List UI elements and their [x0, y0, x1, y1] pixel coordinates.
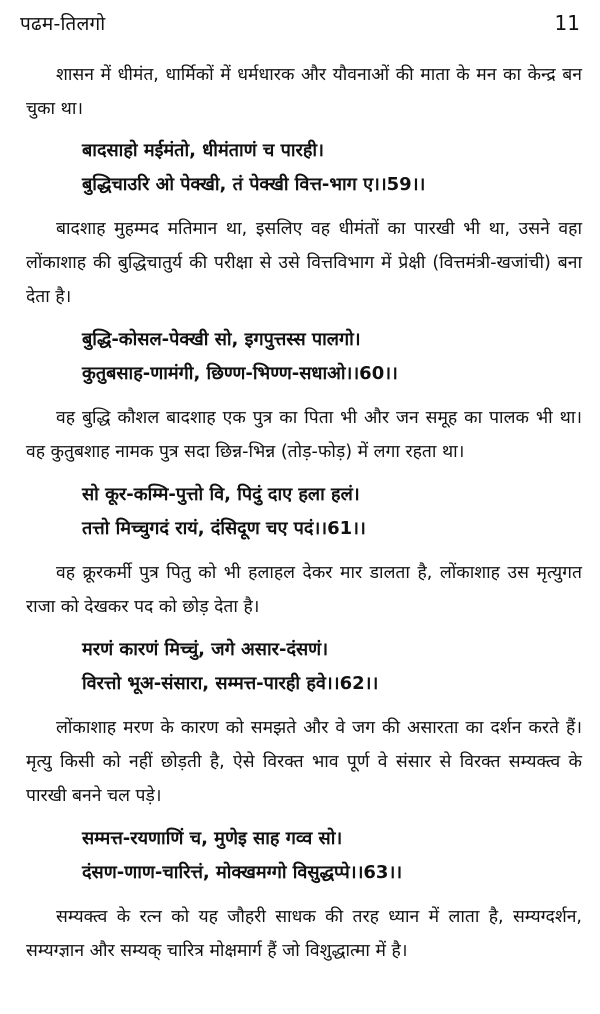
verse-60 [26, 323, 582, 391]
verse-line: बुद्धि-कोसल-पेक्खी सो, इगपुत्तस्स पालगो। [82, 329, 361, 350]
prose-paragraph [26, 900, 582, 968]
prose-paragraph [26, 212, 582, 314]
verse-line: विरत्तो भूअ-संसारा, सम्मत्त-पारही हवे।।62।। [82, 673, 379, 694]
prose-text: सम्यक्त्व के रत्न को यह जौहरी साधक की तरह ध्यान में लाता है, सम्यग्दर्शन, सम्यग्ज्ञान और सम्यक् चारित्र मोक्षमार्ग हैं जो विशुद्धात्मा में है। [26, 907, 582, 961]
prose-paragraph [26, 58, 582, 126]
verse-62 [26, 633, 582, 701]
page-body [26, 58, 582, 977]
verse-59 [26, 134, 582, 202]
prose-paragraph [26, 556, 582, 624]
prose-text: लोंकाशाह मरण के कारण को समझते और वे जग की असारता का दर्शन करते हैं। मृत्यु किसी को नहीं छोड़ती है, ऐसे विरक्त भाव पूर्ण वे संसार से विरक्त सम्यक्त्व के पारखी बनने चल पड़े। [26, 718, 582, 806]
prose-text: बादशाह मुहम्मद मतिमान था, इसलिए वह धीमंतों का पारखी भी था, उसने वहा लोंकाशाह की बुद्धिचातुर्य की परीक्षा से उसे वित्तविभाग में प्रेक्षी (वित्तमंत्री-खजांची) बना देता है। [26, 219, 582, 307]
verse-line: सम्मत्त-रयणाणिं च, मुणेइ साह गव्व सो। [82, 828, 343, 849]
running-title: पढम-तिलगो [20, 13, 106, 35]
verse-line: सो कूर-कम्मि-पुत्तो वि, पिदुं दाए हला हलं। [82, 484, 360, 505]
verse-line: बुद्धिचाउरि ओ पेक्खी, तं पेक्खी वित्त-भाग ए।।59।। [82, 174, 426, 195]
prose-paragraph [26, 401, 582, 469]
prose-text: वह क्रूरकर्मी पुत्र पितु को भी हलाहल देकर मार डालता है, लोंकाशाह उस मृत्युगत राजा को देखकर पद को छोड़ देता है। [26, 563, 582, 617]
verse-line: बादसाहो मईमंतो, धीमंताणं च पारही। [82, 140, 324, 161]
verse-61 [26, 478, 582, 546]
verse-line: मरणं कारणं मिच्चुं, जगे असार-दंसणं। [82, 639, 329, 660]
prose-text: वह बुद्धि कौशल बादशाह एक पुत्र का पिता भी और जन समूह का पालक भी था। वह कुतुबशाह नामक पुत्र सदा छिन्न-भिन्न (तोड़-फोड़) में लगा रहता था। [26, 408, 582, 462]
page-number: 11 [554, 11, 580, 35]
prose-text: शासन में धीमंत, धार्मिकों में धर्मधारक और यौवनाओं की माता के मन का केन्द्र बन चुका था। [26, 65, 582, 119]
verse-line: कुतुबसाह-णामंगी, छिण्ण-भिण्ण-सधाओ।।60।। [82, 363, 398, 384]
verse-63 [26, 822, 582, 890]
page-header [20, 8, 580, 38]
verse-line: दंसण-णाण-चारित्तं, मोक्खमग्गो विसुद्धप्पे।।63।। [82, 862, 403, 883]
verse-line: तत्तो मिच्चुगदं रायं, दंसिदूण चए पदं।।61।। [82, 518, 366, 539]
prose-paragraph [26, 711, 582, 813]
